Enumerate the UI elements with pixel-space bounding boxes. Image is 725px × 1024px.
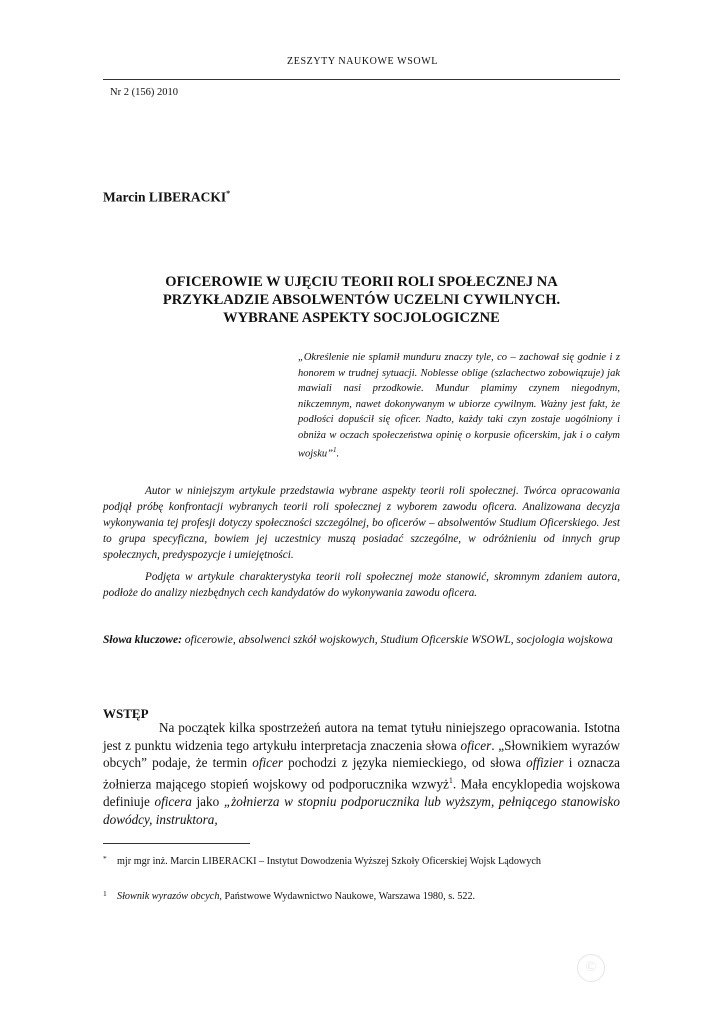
author-last-name: LIBERACKI [148, 189, 227, 205]
author-first-name: Marcin [103, 189, 146, 205]
journal-header: ZESZYTY NAUKOWE WSOWL [287, 56, 438, 67]
body-span: . Mała encyklopedia wojskowa definiuje [103, 776, 620, 810]
body-span: jako [191, 794, 224, 810]
author-footnote-marker: * [226, 189, 231, 198]
article-title [103, 273, 620, 327]
footnote-source-title: Słownik wyrazów obcych, [117, 891, 222, 902]
title-line-3: WYBRANE ASPEKTY SOCJOLOGICZNE [223, 310, 500, 326]
body-span: . „Słownikiem wyrazów obcych” podaje, że termin [103, 737, 620, 771]
body-term: oficer [460, 737, 492, 753]
watermark-icon: © [577, 954, 605, 982]
title-line-2: PRZYKŁADZIE ABSOLWENTÓW UCZELNI CYWILNYCH. [162, 292, 561, 308]
issue-number: Nr 2 (156) 2010 [110, 87, 178, 98]
body-quote: „żołnierza w stopniu podporucznika lub wyższym, pełniącego stanowisko dowódcy, instruktora, [103, 794, 620, 827]
footnote-author [103, 855, 620, 869]
body-footnote-ref: 1 [448, 776, 453, 786]
footnote-text [117, 890, 620, 904]
epigraph-end: . [336, 448, 340, 460]
keywords [103, 632, 620, 648]
header-divider [103, 79, 620, 80]
epigraph-text: „Określenie nie splamił munduru znaczy tyle, co – zachował się godnie i z honorem w trudnej sytuacji. Noblesse oblige (szlachectwo zobowiązuje) jak mawiali nasi przodkowie. Mundur plamimy czynem niegodnym, nikczemnym, nawet dokonywanym w ubiorze cywilnym. Ważny jest fakt, że podłości dopuścił się oficer. Nadto, każdy taki czyn zostaje uogólniony i obniża w oczach społeczeństwa opinię o korpusie oficerskim, jak i o całym wojsku” [298, 352, 620, 460]
body-paragraph [103, 719, 620, 829]
abstract-paragraph-1: Autor w niniejszym artykule przedstawia wybrane aspekty teorii roli społecznej. Twórca opracowania podjął próbę konfrontacji wybranych teorii roli społecznej z wyborem zawodu oficera. Analizowana decyzja wykonywania tej profesji dotyczy społeczności szczególnej, bo oficerów – absolwentów Studium Oficerskiego. Jest to grupa specyficzna, bowiem jej uczestnicy muszą posiadać szczególne, w odróżnieniu od innych grup społecznych, predyspozycje i umiejętności. [103, 485, 620, 561]
footnote-mark: 1 [103, 889, 107, 898]
footnote-source-details: Państwowe Wydawnictwo Naukowe, Warszawa 1980, s. 522. [221, 891, 476, 902]
keywords-label: Słowa kluczowe: [103, 634, 182, 646]
footnote-text: mjr mgr inż. Marcin LIBERACKI – Instytut Dowodzenia Wyższej Szkoły Oficerskiej Wojsk Lądowych [117, 856, 541, 867]
footnote-1 [103, 890, 620, 904]
footnote-divider [103, 843, 250, 844]
epigraph-footnote-ref: 1 [333, 446, 337, 454]
body-span: pochodzi z języka niemieckiego, od słowa [283, 755, 527, 771]
title-line-1: OFICEROWIE W UJĘCIU TEORII ROLI SPOŁECZNEJ NA [165, 274, 558, 290]
body-span: i oznacza żołnierza mającego stopień wojskowy od podporucznika wzwyż [103, 755, 620, 792]
author-name [103, 189, 230, 206]
section-heading: WSTĘP [103, 706, 149, 721]
body-span: Na początek kilka spostrzeżeń autora na temat tytułu niniejszego opracowania. Istotna jest z punktu widzenia tego artykułu interpretacja znaczenia słowa [103, 720, 620, 753]
body-term: oficer [252, 755, 283, 771]
epigraph-quote [298, 350, 620, 462]
keywords-text: oficerowie, absolwenci szkół wojskowych, Studium Oficerskie WSOWL, socjologia wojskowa [184, 634, 613, 646]
abstract [103, 483, 620, 607]
body-term: offizier [526, 755, 564, 771]
footnote-mark: * [103, 854, 107, 863]
body-term: oficera [154, 794, 192, 810]
body-text [103, 719, 620, 829]
abstract-paragraph-2: Podjęta w artykule charakterystyka teorii roli społecznej może stanowić, skromnym zdaniem autora, podłoże do analizy niezbędnych cech kandydatów do wykonywania zawodu oficera. [103, 571, 620, 599]
